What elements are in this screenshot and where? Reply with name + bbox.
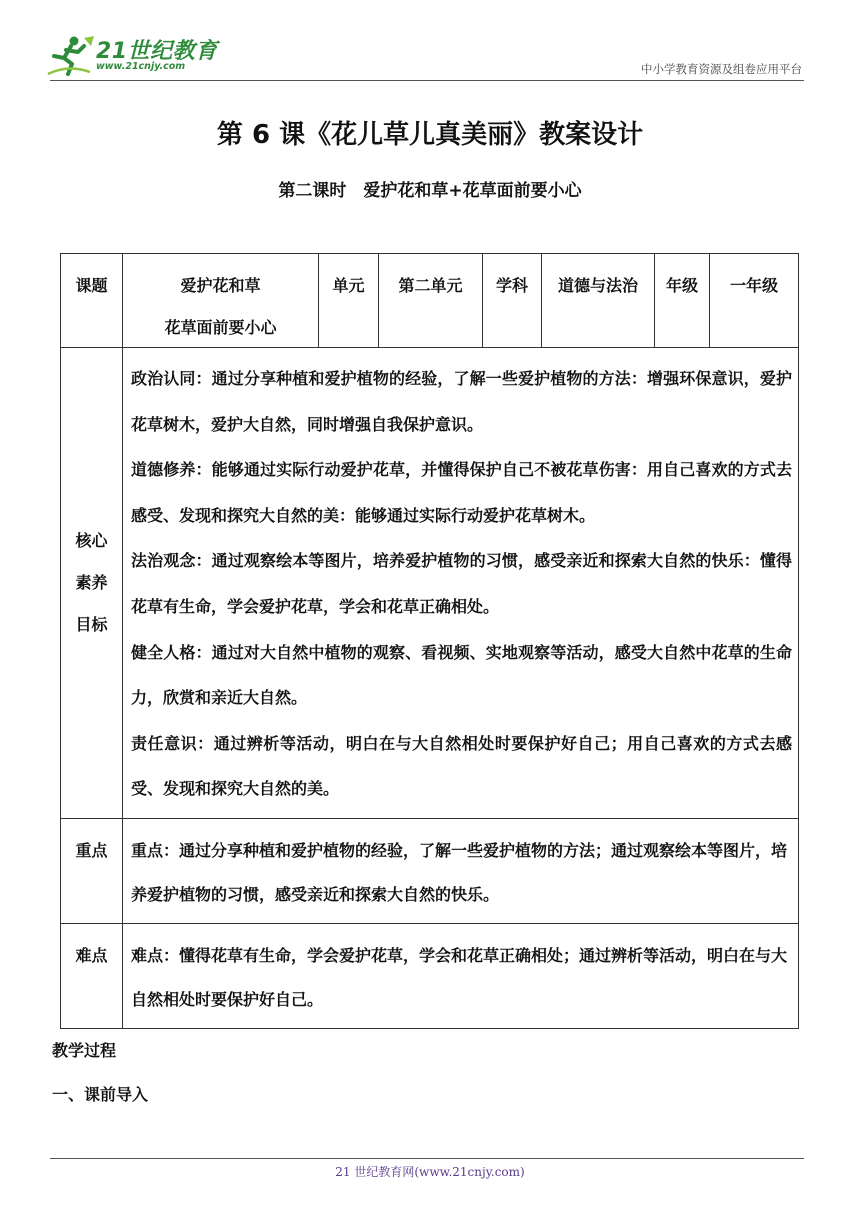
table-row [61,348,799,819]
topic-value [123,254,319,348]
objective-political: 政治认同：通过分享种植和爱护植物的经验，了解一些爱护植物的方法：增强环保意识，爱护花草树木，爱护大自然，同时增强自我保护意识。 [131,369,792,434]
logo-text: 21世纪教育 [96,39,218,64]
runner-icon [44,34,96,78]
subject-value: 道德与法治 [542,254,655,348]
objective-personality: 健全人格：通过对大自然中植物的观察、看视频、实地观察等活动，感受大自然中花草的生命力，欣赏和亲近大自然。 [131,642,792,708]
platform-name: 中小学教育资源及组卷应用平台 [641,62,802,76]
difficult-point-text: 难点：懂得花草有生命，学会爱护花草，学会和花草正确相处；通过辨析等活动，明白在与大自然相处时要保护好自己。 [123,923,799,1028]
unit-value: 第二单元 [379,254,483,348]
page-header [0,0,860,86]
section-heading-process: 教学过程 [52,1041,117,1060]
site-logo[interactable] [44,34,244,80]
document-title: 第 6 课《花儿草儿真美丽》教案设计 [216,120,644,150]
topic-line2: 花草面前要小心 [164,318,277,337]
key-point-label: 重点 [61,818,123,923]
grade-value: 一年级 [710,254,799,348]
difficult-point-label: 难点 [61,923,123,1028]
footer-divider [50,1158,804,1159]
logo-url: www.21cnjy.com [96,61,186,72]
topic-line1: 爱护花和草 [180,276,261,295]
core-label [61,348,123,819]
grade-label: 年级 [655,254,710,348]
objective-moral: 道德修养：能够通过实际行动爱护花草，并懂得保护自己不被花草伤害：用自己喜欢的方式去感受、发现和探究大自然的美：能够通过实际行动爱护花草树木。 [131,460,792,525]
objective-law: 法治观念：通过观察绘本等图片，培养爱护植物的习惯，感受亲近和探索大自然的快乐：懂得花草有生命，学会爱护花草，学会和花草正确相处。 [131,551,792,616]
lesson-info-table [60,253,799,1029]
table-row [61,923,799,1028]
header-divider [50,80,804,81]
key-point-text: 重点：通过分享种植和爱护植物的经验，了解一些爱护植物的方法；通过观察绘本等图片，培养爱护植物的习惯，感受亲近和探索大自然的快乐。 [123,818,799,923]
subject-label: 学科 [483,254,542,348]
core-label-line: 素养 [75,572,108,592]
unit-label: 单元 [319,254,379,348]
document-subtitle: 第二课时 爱护花和草+花草面前要小心 [278,181,582,201]
topic-label: 课题 [61,254,123,348]
section-heading-intro: 一、课前导入 [52,1085,149,1104]
core-label-line: 核心 [75,530,108,550]
table-row [61,818,799,923]
core-objectives [123,348,799,819]
objective-responsibility: 责任意识：通过辨析等活动，明白在与大自然相处时要保护好自己；用自己喜欢的方式去感受、发现和探究大自然的美。 [131,733,792,799]
footer-text[interactable]: 21 世纪教育网(www.21cnjy.com) [335,1165,525,1179]
table-row [61,254,799,348]
core-label-line: 目标 [75,614,108,634]
